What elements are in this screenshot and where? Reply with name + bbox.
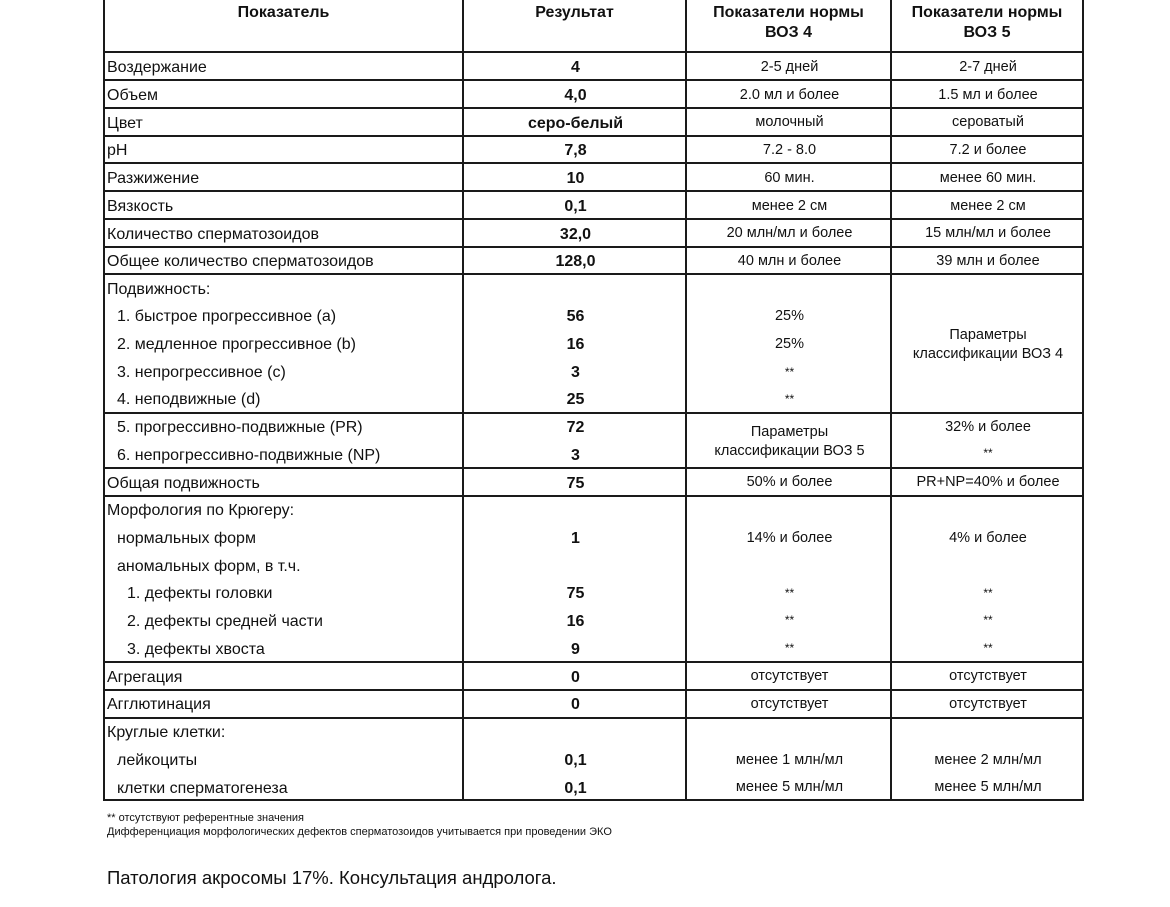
row-label: Агрегация <box>107 669 183 686</box>
footnote-reference: ** отсутствуют референтные значения <box>107 812 304 824</box>
defect-result: 9 <box>571 641 580 658</box>
row-divider <box>103 412 1084 414</box>
defect-label: 1. дефекты головки <box>127 585 273 602</box>
row-who4: 20 млн/мл и более <box>726 225 853 241</box>
defect-label: 2. дефекты средней части <box>127 613 323 630</box>
table-border-bottom <box>103 799 1084 801</box>
row-who4: 2.0 мл и более <box>739 87 840 103</box>
row-label: Агглютинация <box>107 696 211 713</box>
row-who5: 7.2 и более <box>949 142 1027 158</box>
defect-result: 75 <box>566 585 585 602</box>
defect-result: 16 <box>566 613 585 630</box>
header-who4-line2: ВОЗ 4 <box>765 24 812 41</box>
motility-item-label: 3. непрогрессивное (c) <box>117 364 286 381</box>
total-motility-who5: PR+NP=40% и более <box>916 474 1060 490</box>
motility-who4-note: Параметры <box>750 424 829 440</box>
row-result: серо-белый <box>527 115 624 132</box>
row-result: 7,8 <box>564 142 587 159</box>
row-who4: менее 2 см <box>751 198 828 214</box>
row-who5: 39 млн и более <box>936 253 1040 269</box>
row-who5: отсутствует <box>949 668 1027 684</box>
motility-item-who4: 25% <box>774 336 805 352</box>
row-divider <box>103 467 1084 469</box>
motility-item2-result: 72 <box>566 419 585 436</box>
row-who5: 1.5 мл и более <box>938 87 1038 103</box>
row-result: 10 <box>566 170 585 187</box>
motility-item-label: 4. неподвижные (d) <box>117 391 261 408</box>
row-who4: молочный <box>755 114 824 130</box>
table-border-left <box>103 0 105 801</box>
row-who5: менее 60 мин. <box>939 170 1037 186</box>
row-who4: 60 мин. <box>764 170 815 186</box>
row-label: Воздержание <box>107 59 207 76</box>
row-who4: 2-5 дней <box>760 59 819 75</box>
defect-who4: ** <box>784 613 795 627</box>
motility-item-result: 56 <box>566 308 585 325</box>
round-cells-who5: менее 5 млн/мл <box>934 779 1042 795</box>
row-result: 0,1 <box>564 198 587 215</box>
row-result: 32,0 <box>559 226 592 243</box>
row-label: Цвет <box>107 115 143 132</box>
row-who5: менее 2 см <box>950 198 1026 214</box>
row-divider <box>103 51 1084 53</box>
morphology-normal-who4: 14% и более <box>746 530 833 546</box>
header-who4-line1: Показатели нормы <box>713 4 864 21</box>
round-cells-title: Круглые клетки: <box>107 724 226 741</box>
row-who4: 7.2 - 8.0 <box>762 142 817 158</box>
round-cells-label: лейкоциты <box>117 752 198 769</box>
row-who5: 15 млн/мл и более <box>925 225 1051 241</box>
motility-item-result: 3 <box>571 364 580 381</box>
motility-item2-result: 3 <box>571 447 580 464</box>
row-who5: отсутствует <box>949 696 1027 712</box>
row-divider <box>103 135 1084 137</box>
motility-item2-label: 5. прогрессивно-подвижные (PR) <box>117 419 363 436</box>
row-divider <box>103 107 1084 109</box>
motility-item-result: 16 <box>566 336 585 353</box>
morphology-normal-result: 1 <box>571 530 580 547</box>
round-cells-result: 0,1 <box>564 780 587 797</box>
total-motility-who4: 50% и более <box>746 474 833 490</box>
row-divider <box>103 689 1084 691</box>
motility-item-who4: ** <box>784 392 795 406</box>
row-result: 128,0 <box>555 253 596 270</box>
motility-item-result: 25 <box>566 391 585 408</box>
row-who4: 40 млн и более <box>737 253 842 269</box>
header-indicator: Показатель <box>237 4 330 21</box>
motility-item-label: 1. быстрое прогрессивное (a) <box>117 308 337 325</box>
row-label: Разжижение <box>107 170 200 187</box>
morphology-normal-label: нормальных форм <box>117 530 256 547</box>
defect-who5: ** <box>983 641 993 655</box>
header-who5-line1: Показатели нормы <box>911 4 1063 21</box>
round-cells-who5: менее 2 млн/мл <box>934 752 1042 768</box>
row-who5: 2-7 дней <box>959 59 1017 75</box>
defect-label: 3. дефекты хвоста <box>127 641 265 658</box>
motility-who5-note: классификации ВОЗ 4 <box>912 346 1064 362</box>
row-label: pH <box>107 142 128 159</box>
row-result: 0 <box>571 669 580 686</box>
row-divider <box>103 162 1084 164</box>
row-result: 0 <box>571 696 580 713</box>
semen-analysis-table <box>103 0 1084 801</box>
header-who5-line2: ВОЗ 5 <box>963 24 1011 41</box>
row-who4: отсутствует <box>750 668 829 684</box>
motility-item-who4: ** <box>784 365 795 379</box>
motility-item2-label: 6. непрогрессивно-подвижные (NP) <box>117 447 381 464</box>
defect-who5: ** <box>983 586 993 600</box>
defect-who5: ** <box>983 613 993 627</box>
footnote-eco: Дифференциация морфологических дефектов сперматозоидов учитывается при проведении ЭКО <box>107 826 612 838</box>
row-who4: отсутствует <box>750 696 829 712</box>
motility-who5-note: Параметры <box>949 327 1027 343</box>
column-divider <box>462 0 464 801</box>
motility-item2-who5: 32% и более <box>945 419 1031 435</box>
conclusion-text: Патология акросомы 17%. Консультация андролога. <box>107 867 557 888</box>
row-divider <box>103 218 1084 220</box>
header-result: Результат <box>535 4 614 21</box>
round-cells-who4: менее 1 млн/мл <box>735 752 844 768</box>
row-label: Количество сперматозоидов <box>107 226 319 243</box>
defect-who4: ** <box>784 586 795 600</box>
round-cells-who4: менее 5 млн/мл <box>735 779 844 795</box>
round-cells-result: 0,1 <box>564 752 587 769</box>
row-result: 4,0 <box>564 87 587 104</box>
morphology-abnormal-label: аномальных форм, в т.ч. <box>117 558 301 575</box>
row-divider <box>103 661 1084 663</box>
row-divider <box>103 495 1084 497</box>
total-motility-label: Общая подвижность <box>107 475 260 492</box>
row-who5: сероватый <box>952 114 1024 130</box>
motility-item-label: 2. медленное прогрессивное (b) <box>117 336 356 353</box>
row-label: Объем <box>107 87 158 104</box>
morphology-normal-who5: 4% и более <box>949 530 1027 546</box>
motility-who4-note: классификации ВОЗ 5 <box>714 443 865 459</box>
round-cells-label: клетки сперматогенеза <box>117 780 288 797</box>
row-divider <box>103 717 1084 719</box>
row-divider <box>103 246 1084 248</box>
row-label: Вязкость <box>107 198 174 215</box>
motility-item-who4: 25% <box>774 308 805 324</box>
row-divider <box>103 273 1084 275</box>
motility-item2-who5: ** <box>983 446 993 460</box>
row-result: 4 <box>571 59 580 76</box>
morphology-title: Морфология по Крюгеру: <box>107 502 295 519</box>
row-label: Общее количество сперматозоидов <box>107 253 374 270</box>
row-divider <box>103 190 1084 192</box>
motility-title: Подвижность: <box>107 281 211 298</box>
row-divider <box>103 79 1084 81</box>
total-motility-result: 75 <box>566 475 585 492</box>
defect-who4: ** <box>784 641 795 655</box>
